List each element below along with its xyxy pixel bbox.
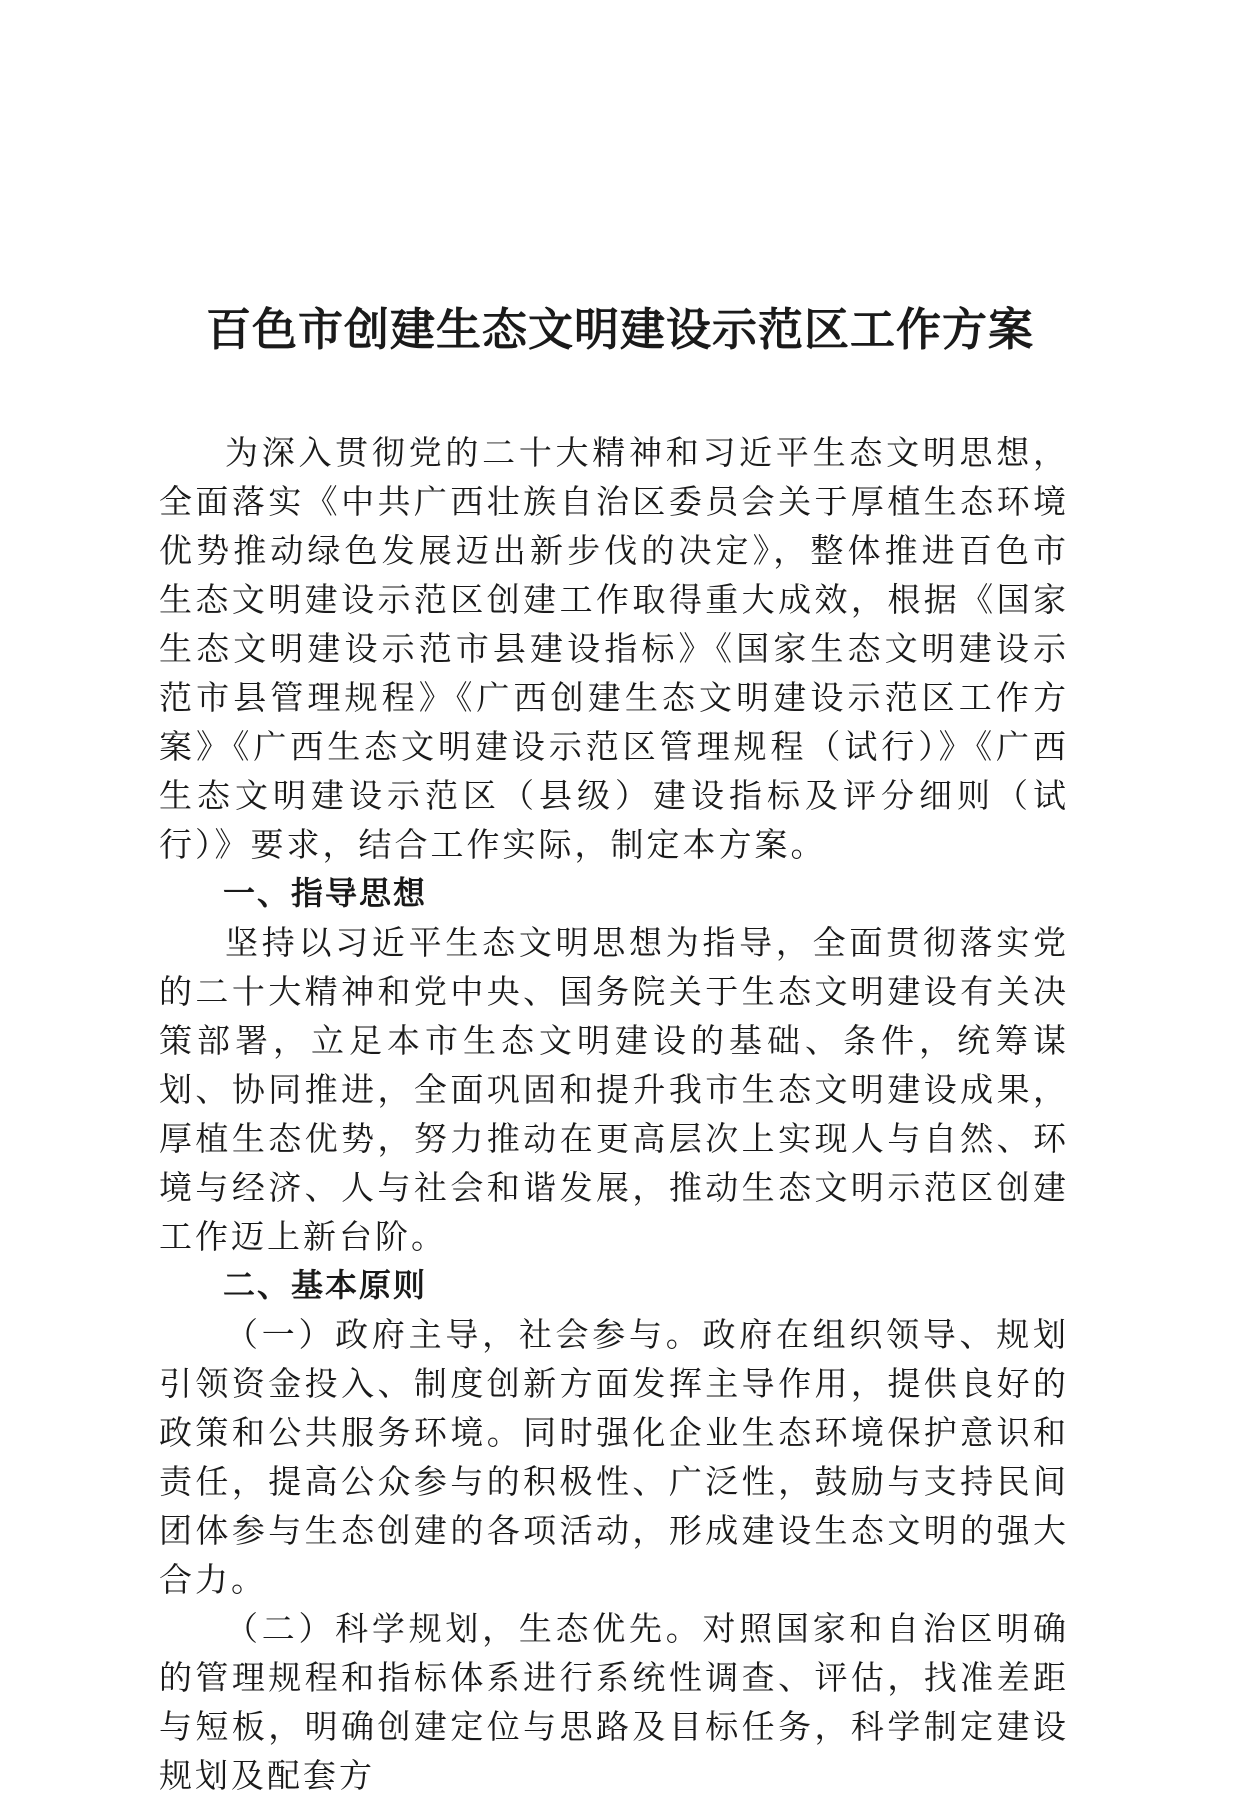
section-heading-guiding-ideology: 一、指导思想 <box>223 874 428 912</box>
intro-paragraph: 为深入贯彻党的二十大精神和习近平生态文明思想，全面落实《中共广西壮族自治区委员会关于厚植生态环境优势推动绿色发展迈出新步伐的决定》，整体推进百色市生态文明建设示范区创建工作取得重大成效，根据《国家生态文明建设示范市县建设指标》《国家生态文明建设示范市县管理规程》《广西创建生态文明建设示范区工作方案》《广西生态文明建设示范区管理规程（试行）》《广西生态文明建设示范区（县级）建设指标及评分细则（试行）》要求，结合工作实际，制定本方案。 <box>159 433 1069 864</box>
principle-item-1: （一）政府主导，社会参与。政府在组织领导、规划引领资金投入、制度创新方面发挥主导作用，提供良好的政策和公共服务环境。同时强化企业生态环境保护意识和责任，提高公众参与的积极性、广泛性，鼓励与支持民间团体参与生态创建的各项活动，形成建设生态文明的强大合力。 <box>159 1315 1069 1599</box>
principle-item-2: （二）科学规划，生态优先。对照国家和自治区明确的管理规程和指标体系进行系统性调查、评估，找准差距与短板，明确创建定位与思路及目标任务，科学制定建设规划及配套方 <box>159 1609 1069 1795</box>
section-heading-basic-principles: 二、基本原则 <box>223 1266 428 1304</box>
guiding-ideology-paragraph: 坚持以习近平生态文明思想为指导，全面贯彻落实党的二十大精神和党中央、国务院关于生态文明建设有关决策部署，立足本市生态文明建设的基础、条件，统筹谋划、协同推进，全面巩固和提升我市生态文明建设成果，厚植生态优势，努力推动在更高层次上实现人与自然、环境与经济、人与社会和谐发展，推动生态文明示范区创建工作迈上新台阶。 <box>159 923 1069 1256</box>
document-body <box>159 428 1069 1800</box>
document-title: 百色市创建生态文明建设示范区工作方案 <box>205 303 1034 356</box>
